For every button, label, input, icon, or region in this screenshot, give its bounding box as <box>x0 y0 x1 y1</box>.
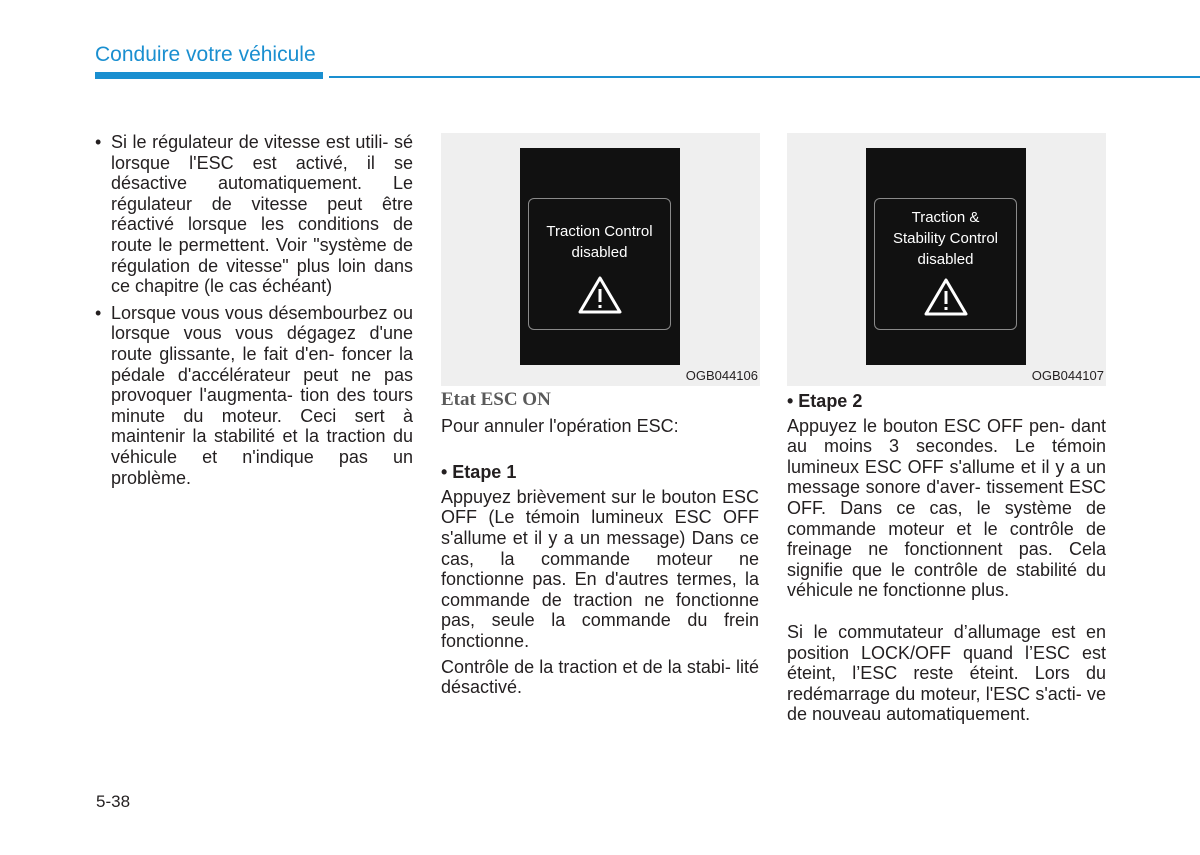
chapter-title: Conduire votre véhicule <box>95 43 316 66</box>
warning-triangle-icon <box>577 275 623 315</box>
step-1-text: Appuyez brièvement sur le bouton ESC OFF (Le témoin lumineux ESC OFF s'allume et il y a un message) Dans ce cas, la commande moteur ne fonctionne pas. En d'autres termes, la commande de traction ne fonctionne pas, seule la commande du frein fonctionne. <box>441 486 759 651</box>
warning-message-box <box>528 198 671 330</box>
cluster-display <box>520 148 680 365</box>
warning-message: Traction Control disabled <box>546 223 653 261</box>
right-column <box>787 391 1106 725</box>
header-accent-bar <box>95 72 323 79</box>
figure-traction-control <box>441 133 760 386</box>
warning-message: Traction & Stability Control disabled <box>892 209 999 268</box>
middle-column <box>441 390 759 698</box>
section-heading: Etat ESC ON <box>441 389 551 410</box>
cluster-display <box>866 148 1026 365</box>
warning-triangle-icon <box>923 277 969 317</box>
bullet-list <box>95 132 413 488</box>
list-item: • Si le régulateur de vitesse est utili- sé lorsque l'ESC est activé, il se désactive automatiquement. Le régulateur de vitesse peut être réactivé lorsque les conditions de route le permettent. Voir "système de régulation de vitesse" plus loin dans ce chapitre (le cas échéant) <box>95 132 413 297</box>
figure-code: OGB044107 <box>1031 368 1104 383</box>
step-2-text: Appuyez le bouton ESC OFF pen- dant au moins 3 secondes. Le témoin lumineux ESC OFF s'allume et il y a un message sonore d'aver- tissement ESC OFF. Dans ce cas, le système de commande moteur et le contrôle de freinage ne fonctionnent pas. Cela signifie que le contrôle de stabilité du véhicule ne fonctionne plus. <box>787 415 1106 601</box>
header-rule <box>329 76 1200 78</box>
list-item: • Lorsque vous vous désembourbez ou lorsque vous vous dégagez d'une route glissante, le fait d'en- foncer la pédale d'accélérateur peut ne pas provoquer l'augmenta- tion des tours minute du moteur. Ceci sert à maintenir la stabilité et la traction du véhicule et n'indique pas un problème. <box>95 303 413 488</box>
intro-text: Pour annuler l'opération ESC: <box>441 415 679 436</box>
figure-code: OGB044106 <box>685 368 758 383</box>
left-column <box>95 132 413 494</box>
ignition-note: Si le commutateur d’allumage est en position LOCK/OFF quand l’ESC est éteint, l’ESC reste éteint. Lors du redémarrage du moteur, l'ESC s'acti- ve de nouveau automatiquement. <box>787 621 1106 725</box>
figure-traction-stability-control <box>787 133 1106 386</box>
page-number: 5-38 <box>96 792 131 811</box>
step-2-label: • Etape 2 <box>787 391 863 411</box>
step-1-label: • Etape 1 <box>441 462 517 483</box>
warning-message-box <box>874 198 1017 330</box>
step-1-note: Contrôle de la traction et de la stabi- lité désactivé. <box>441 656 759 698</box>
